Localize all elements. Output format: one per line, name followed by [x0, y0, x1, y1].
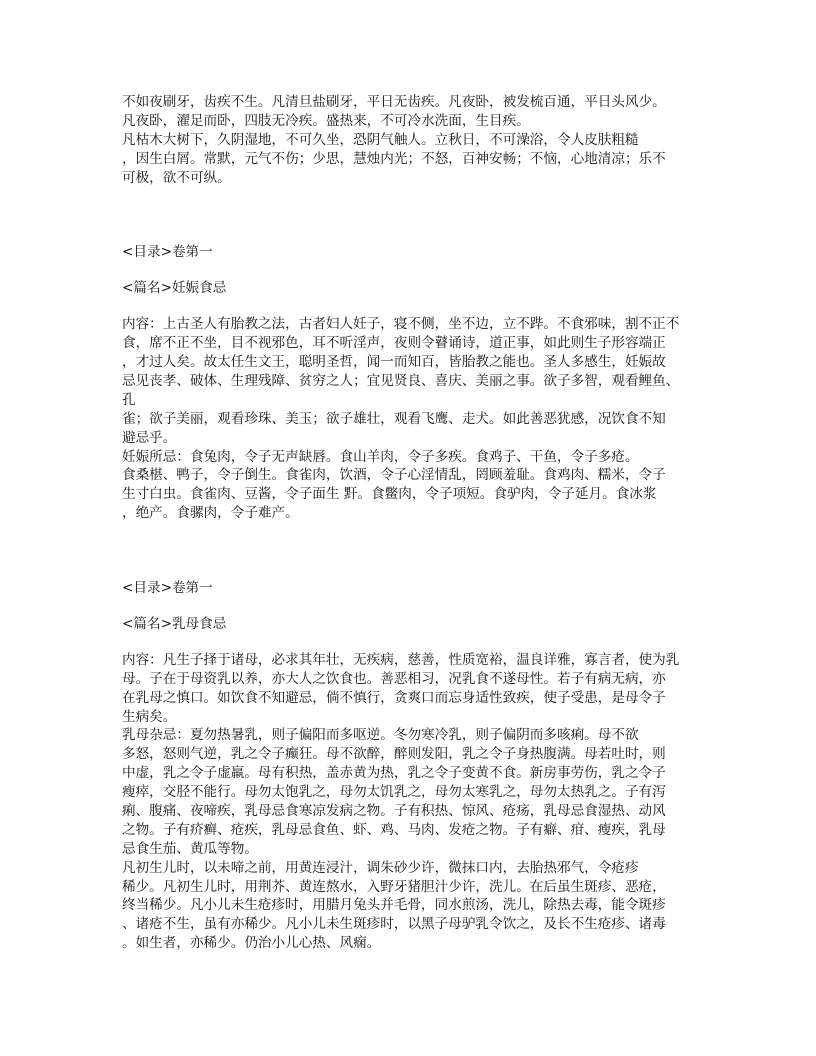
section-pregnancy-diet — [122, 243, 702, 523]
text-line: 避忌乎。 — [122, 429, 177, 446]
document-page — [122, 93, 702, 953]
text-line: 、诸疮不生，虽有亦稀少。凡小儿未生斑疹时，以黑子母驴乳令饮之，及长不生疮疹、诸毒 — [122, 916, 666, 933]
text-line: 在乳母之慎口。如饮食不知避忌，倘不慎行，贪爽口而忘身适性致疾，使子受患，是母令子 — [122, 689, 666, 706]
text-line: 凡初生儿时，以未啼之前，用黄连浸汁，调朱砂少许，微抹口内，去胎热邪气，令疮疹 — [122, 859, 639, 876]
text-line: 可极，欲不可纵。 — [122, 169, 231, 186]
intro-paragraph — [122, 93, 702, 187]
text-line: 多怒，怒则气逆，乳之令子癫狂。母不欲醉，醉则发阳，乳之令子身热腹满。母若吐时，则 — [122, 746, 666, 763]
text-line: 食桑椹、鸭子，令子倒生。食雀肉，饮酒，令子心淫情乱，罔顾羞耻。食鸡肉、糯米，令子 — [122, 467, 666, 484]
text-line: 雀；欲子美丽，观看珍珠、美玉；欲子雄壮，观看飞鹰、走犬。如此善恶犹感，况饮食不知 — [122, 410, 666, 427]
text-line: 母。子在于母资乳以养，亦大人之饮食也。善恶相习，况乳食不遂母性。若子有病无病，亦 — [122, 670, 666, 687]
text-line: 凡夜卧，濯足而卧，四肢无冷疾。盛热来，不可冷水洗面，生目疾。 — [122, 112, 530, 129]
text-line: 内容：凡生子择于诸母，必求其年壮，无疾病，慈善，性质宽裕，温良详雅，寡言者，使为乳 — [122, 651, 680, 668]
spacer — [122, 634, 702, 651]
catalog-heading: <目录>卷第一 — [122, 244, 213, 261]
section-body — [122, 315, 702, 523]
text-line: ，绝产。食骡肉，令子难产。 — [122, 505, 299, 522]
text-line: 生寸白虫。食雀肉、豆酱，令子面生 䵟。食鳖肉，令子项短。食驴肉，令子延月。食冰浆 — [122, 486, 657, 503]
text-line: ，因生白屑。常默，元气不伤；少思，慧烛内光；不怒，百神安畅；不恼，心地清凉；乐不 — [122, 150, 666, 167]
text-line: 食，席不正不坐，目不视邪色，耳不听淫声，夜则令瞽诵诗，道正事，如此则生子形容端正 — [122, 335, 666, 352]
spacer — [122, 262, 702, 279]
chapter-heading: <篇名>乳母食忌 — [122, 615, 227, 632]
section-body — [122, 651, 702, 953]
chapter-heading: <篇名>妊娠食忌 — [122, 280, 227, 297]
text-line: 痢、腹痛、夜啼疾，乳母忌食寒凉发病之物。子有积热、惊风、疮疡，乳母忌食湿热、动风 — [122, 803, 666, 819]
text-line: 终当稀少。凡小儿未生疮疹时，用腊月兔头并毛骨，同水煎汤，洗儿，除热去毒，能令斑疹 — [122, 897, 666, 914]
spacer — [122, 523, 702, 579]
text-line: 不如夜刷牙，齿疾不生。凡清旦盐刷牙，平日无齿疾。凡夜卧，被发梳百通，平日头风少。 — [122, 94, 666, 110]
text-line: 稀少。凡初生儿时，用荆芥、黄连熬水，入野牙猪胆汁少许，洗儿。在后虽生斑疹、恶疮， — [122, 878, 666, 895]
text-line: 生病矣。 — [122, 708, 177, 725]
spacer — [122, 187, 702, 243]
catalog-heading: <目录>卷第一 — [122, 580, 213, 597]
text-line: ，才过人矣。故太任生文王，聪明圣哲，闻一而知百，皆胎教之能也。圣人多感生，妊娠故 — [122, 354, 666, 371]
text-line: 中虚，乳之令子虚羸。母有积热，盖赤黄为热，乳之令子变黄不食。新房事劳伤，乳之令子 — [122, 765, 666, 782]
spacer — [122, 298, 702, 315]
text-line: 忌见丧孝、破体、生理残障、贫穷之人；宜见贤良、喜庆、美丽之事。欲子多智，观看鲤鱼、 — [122, 372, 680, 389]
text-line: 瘦瘁，交胫不能行。母勿太饱乳之，母勿太饥乳之，母勿太寒乳之，母勿太热乳之。子有泻 — [122, 784, 666, 801]
text-line: 。如生者，亦稀少。仍治小儿心热、风痫。 — [122, 935, 381, 952]
section-nursing-mother-diet — [122, 579, 702, 953]
text-line: 之物。子有疥癣、疮疾，乳母忌食鱼、虾、鸡、马肉、发疮之物。子有癖、疳、瘦疾，乳母 — [122, 821, 666, 838]
text-line: 孔 — [122, 391, 136, 408]
text-line: 妊娠所忌：食兔肉，令子无声缺唇。食山羊肉，令子多疾。食鸡子、干鱼，令子多疮。 — [122, 448, 639, 465]
text-line: 忌食生茄、黄瓜等物。 — [122, 840, 258, 857]
text-line: 乳母杂忌：夏勿热暑乳，则子偏阳而多呕逆。冬勿寒冷乳，则子偏阴而多咳痢。母不欲 — [122, 727, 639, 744]
text-line: 内容：上古圣人有胎教之法，古者妇人妊子，寝不侧，坐不边，立不跸。不食邪味，割不正不 — [122, 316, 680, 333]
spacer — [122, 598, 702, 615]
text-line: 凡枯木大树下，久阴湿地，不可久坐，恐阴气触人。立秋日，不可澡浴，令人皮肤粗糙 — [122, 131, 639, 148]
